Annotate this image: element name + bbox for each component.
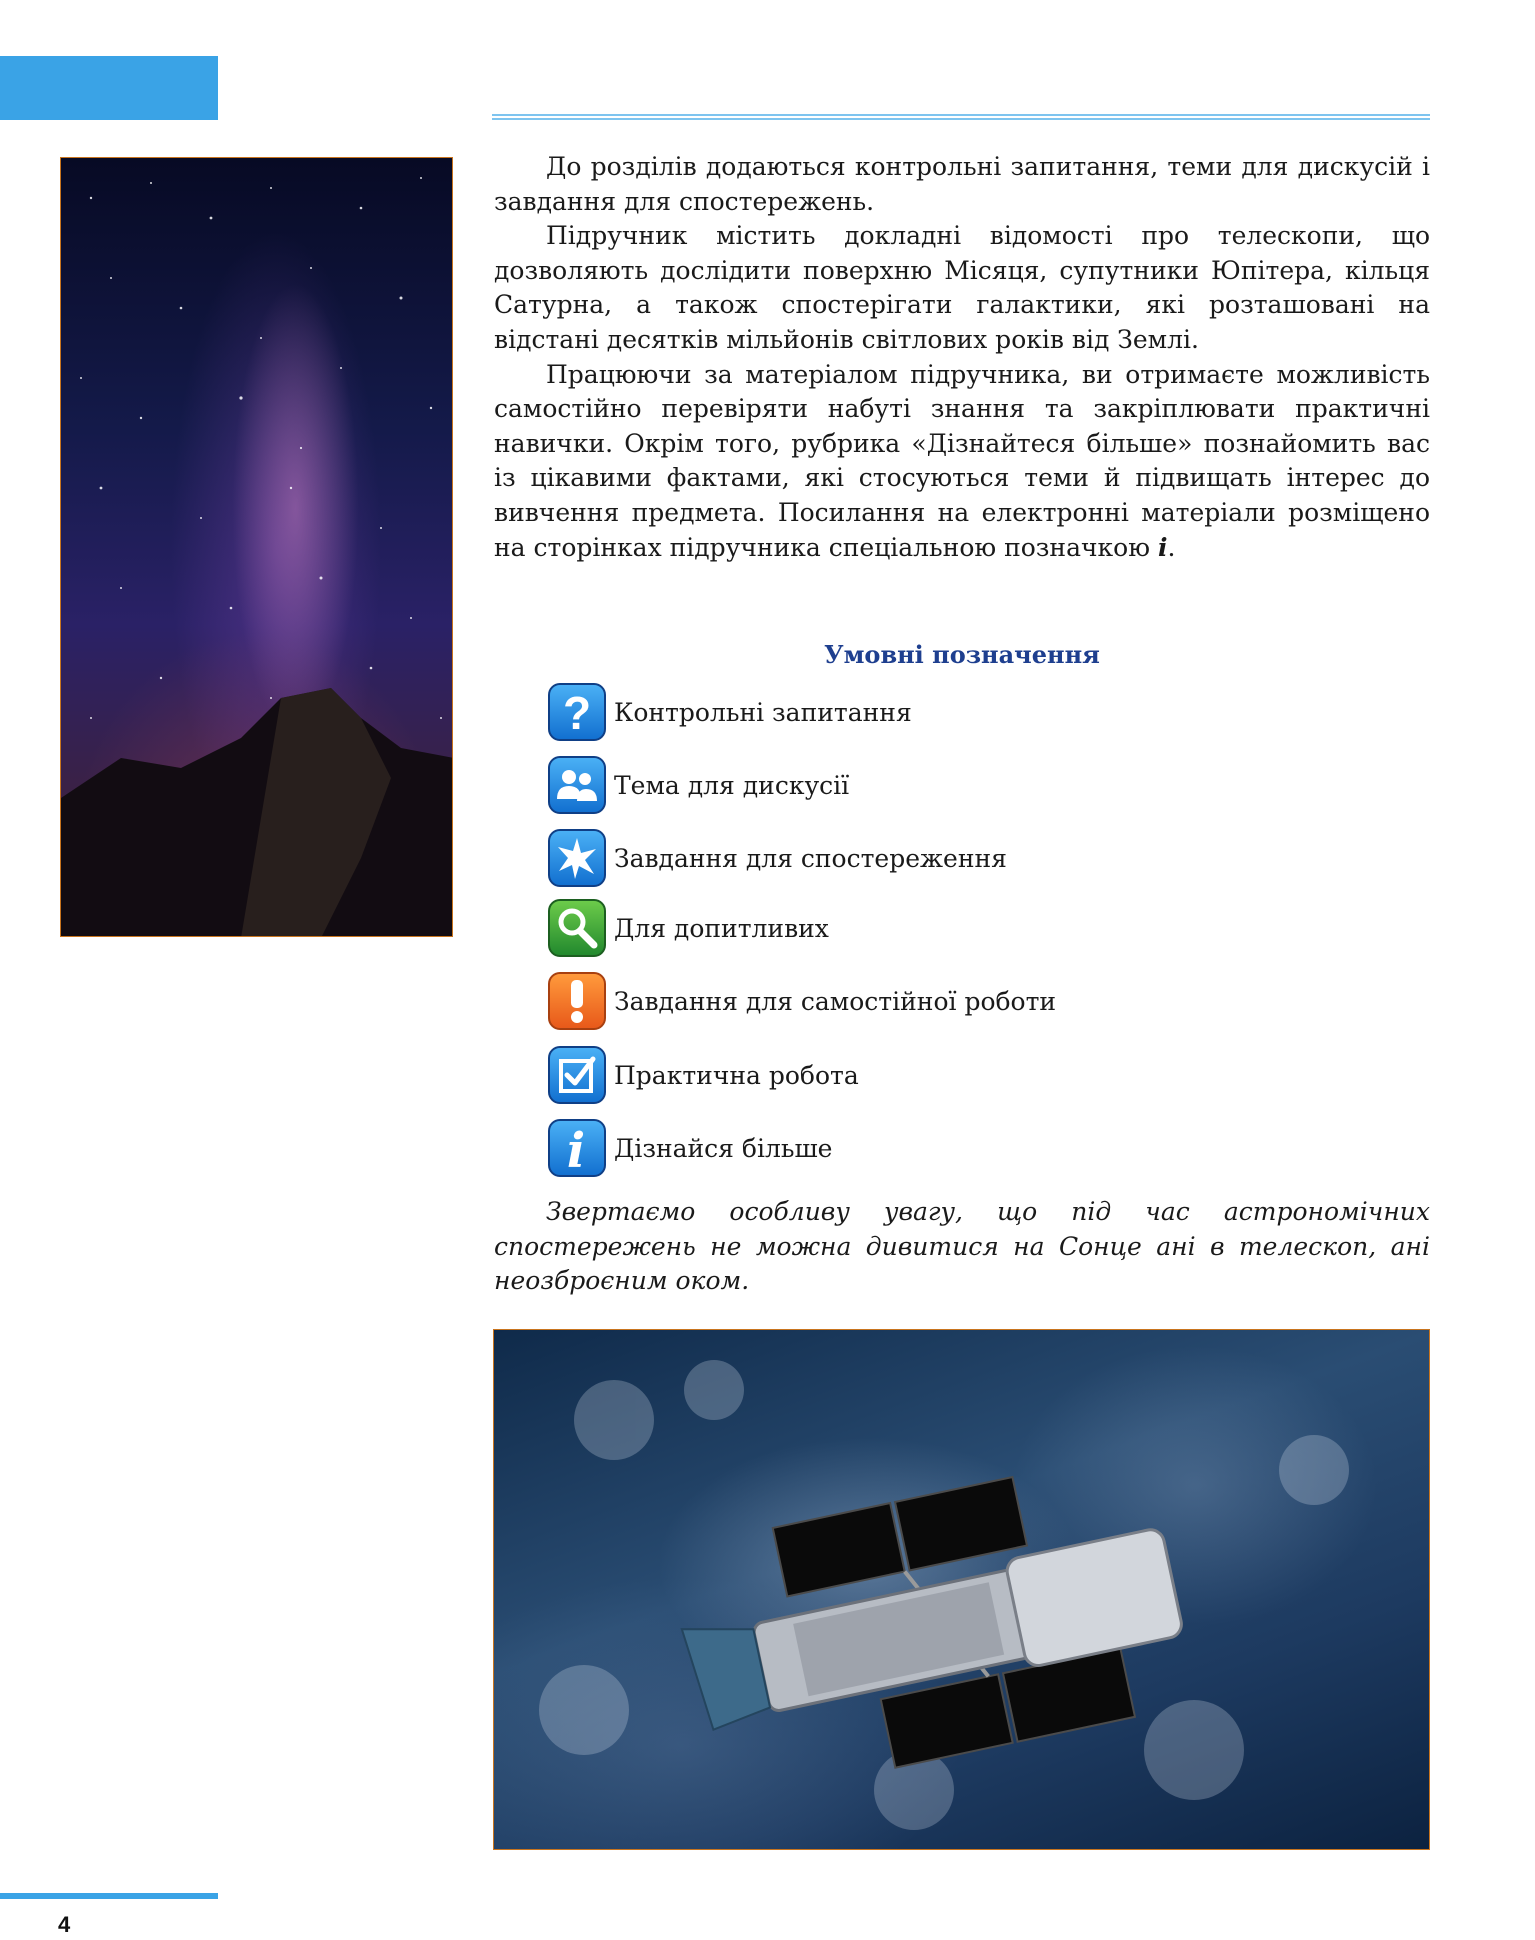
legend-item-self-work <box>548 972 1056 1030</box>
paragraph-2: Підручник містить докладні відомості про телескопи, що дозволяють дослідити поверхню Місяця, супутники Юпітера, кільця Сатурна, а також спостерігати галактики, які розташовані на відстані десятків мільйонів світлових років від Землі. <box>494 221 1430 354</box>
legend-label: Завдання для самостійної роботи <box>614 986 1057 1016</box>
legend-item-learn-more <box>548 1119 832 1177</box>
paragraph-3 <box>494 358 1430 566</box>
marker-symbol: i <box>1157 532 1168 562</box>
page-number: 4 <box>58 1912 71 1937</box>
exclamation-icon <box>548 972 606 1030</box>
legend-item-observation <box>548 829 1007 887</box>
legend-item-questions <box>548 683 912 741</box>
footer-rule <box>0 1893 218 1899</box>
legend-item-practical <box>548 1046 859 1104</box>
question-icon <box>548 683 606 741</box>
milky-way-photo <box>60 157 453 937</box>
legend-item-curious <box>548 899 829 957</box>
header-tab <box>0 56 218 120</box>
checkbox-icon <box>548 1046 606 1104</box>
legend-label: Контрольні запитання <box>614 697 912 727</box>
hubble-telescope-photo <box>493 1329 1430 1850</box>
people-icon <box>548 756 606 814</box>
svg-text:i: i <box>566 1125 586 1171</box>
legend-label: Тема для дискусії <box>614 770 850 800</box>
legend-label: Для допитливих <box>614 913 829 943</box>
header-rule <box>492 114 1430 120</box>
legend-label: Завдання для спостереження <box>614 843 1007 873</box>
info-icon <box>548 1119 606 1177</box>
safety-note: Звертаємо особливу увагу, що під час астрономічних спостережень не можна дивитися на Сонце ані в телескоп, ані неозброєним оком. <box>494 1197 1430 1296</box>
legend-title: Умовні позначення <box>824 640 1100 669</box>
legend-label: Дізнайся більше <box>614 1133 833 1163</box>
paragraph-1: До розділів додаються контрольні запитання, теми для дискусій і завдання для спостережень. <box>494 152 1430 216</box>
magnifier-icon <box>548 899 606 957</box>
svg-text:?: ? <box>562 689 592 735</box>
paragraph-3-text: Працюючи за матеріалом підручника, ви отримаєте можливість самостійно перевіряти набуті знання та закріплювати практичні навички. Окрім того, рубрика «Дізнайтеся більше» познайомить вас із цікавими фактами, які стосуються теми й підвищать інтерес до вивчення предмета. Посилання на електронні матеріали розміщено на сторінках підручника спеціальною позначкою <box>494 359 1430 562</box>
star-icon <box>548 829 606 887</box>
marker-suffix: . <box>1167 532 1176 562</box>
intro-text <box>494 150 1430 565</box>
legend-item-discussion <box>548 756 849 814</box>
legend-label: Практична робота <box>614 1060 859 1090</box>
